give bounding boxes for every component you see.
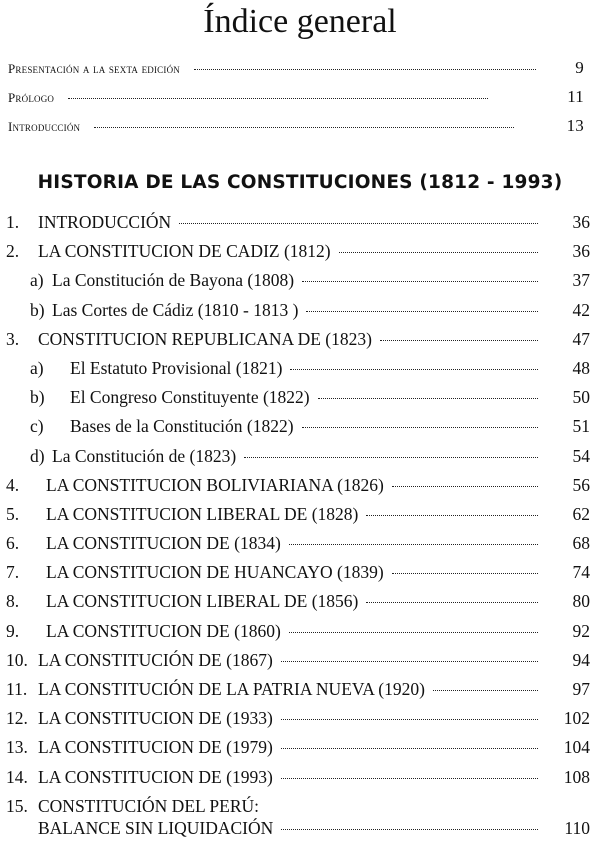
page-number: 50 bbox=[572, 387, 590, 408]
entry-title: LA CONSTITUCION DE (1860) bbox=[46, 620, 281, 641]
page-number: 97 bbox=[572, 679, 590, 699]
front-matter-list bbox=[8, 58, 584, 145]
toc-subentry[interactable] bbox=[6, 270, 590, 299]
dot-leader bbox=[433, 690, 538, 691]
dot-leader bbox=[302, 281, 538, 282]
entry-title-line2: BALANCE SIN LIQUIDACIÓN bbox=[38, 817, 274, 838]
dot-leader bbox=[281, 829, 538, 830]
page-number: 36 bbox=[572, 212, 590, 232]
subentry-letter: c) bbox=[30, 416, 44, 437]
toc-entry[interactable] bbox=[6, 562, 590, 591]
page-number: 37 bbox=[572, 270, 590, 291]
page-number: 110 bbox=[564, 817, 590, 838]
page-number: 104 bbox=[563, 737, 590, 758]
entry-title: LA CONSTITUCION LIBERAL DE (1856) bbox=[46, 591, 359, 612]
toc-entry[interactable] bbox=[6, 650, 590, 679]
page-number: 42 bbox=[572, 299, 590, 320]
section-heading: HISTORIA DE LAS CONSTITUCIONES (1812 - 1993) bbox=[37, 172, 563, 193]
dot-leader bbox=[290, 369, 538, 370]
entry-title: LA CONSTITUCIÓN DE (1867) bbox=[38, 649, 273, 670]
entry-number: 15. bbox=[6, 795, 28, 816]
dot-leader bbox=[289, 632, 538, 633]
front-matter-item[interactable] bbox=[8, 87, 584, 116]
page-number: 74 bbox=[572, 562, 590, 583]
dot-leader bbox=[392, 573, 538, 574]
toc-entry[interactable] bbox=[6, 504, 590, 533]
dot-leader bbox=[392, 486, 538, 487]
dot-leader bbox=[366, 515, 538, 516]
subentry-letter: b) bbox=[30, 299, 45, 320]
toc-entry[interactable] bbox=[6, 591, 590, 620]
entry-title: LA CONSTITUCION DE (1933) bbox=[38, 708, 273, 729]
dot-leader bbox=[289, 544, 538, 545]
page-number: 36 bbox=[572, 241, 590, 262]
entry-title: INTRODUCCIÓN bbox=[38, 212, 172, 232]
toc-entry[interactable] bbox=[6, 475, 590, 504]
toc-entry[interactable] bbox=[6, 241, 590, 270]
entry-number: 8. bbox=[6, 591, 20, 612]
dot-leader bbox=[281, 748, 538, 749]
page-number: 102 bbox=[563, 708, 590, 729]
toc-entry[interactable] bbox=[6, 767, 590, 796]
entry-number: 2. bbox=[6, 241, 20, 262]
dot-leader bbox=[244, 457, 538, 458]
front-matter-label: Presentación a la sexta edición bbox=[8, 61, 180, 76]
page-number: 108 bbox=[563, 766, 590, 787]
page-title: Índice general bbox=[203, 3, 397, 40]
toc-subentry[interactable] bbox=[6, 446, 590, 475]
entry-number: 1. bbox=[6, 212, 20, 232]
toc-subentry[interactable] bbox=[6, 358, 590, 387]
toc-list bbox=[6, 212, 590, 844]
entry-number: 3. bbox=[6, 328, 20, 349]
toc-entry[interactable] bbox=[6, 212, 590, 241]
page-number: 51 bbox=[572, 416, 590, 437]
dot-leader bbox=[318, 398, 538, 399]
page-number: 11 bbox=[567, 87, 584, 106]
toc-entry[interactable] bbox=[6, 533, 590, 562]
entry-title: LA CONSTITUCION LIBERAL DE (1828) bbox=[46, 503, 359, 524]
entry-title: LA CONSTITUCIÓN DE LA PATRIA NUEVA (1920) bbox=[38, 679, 425, 699]
toc-subentry[interactable] bbox=[6, 300, 590, 329]
entry-number: 5. bbox=[6, 503, 20, 524]
entry-number: 11. bbox=[6, 679, 28, 699]
page-number: 92 bbox=[572, 620, 590, 641]
entry-number: 13. bbox=[6, 737, 28, 758]
page-number: 62 bbox=[572, 503, 590, 524]
page-number: 80 bbox=[572, 591, 590, 612]
entry-title: LA CONSTITUCION DE (1834) bbox=[46, 533, 281, 554]
entry-title: LA CONSTITUCION DE (1979) bbox=[38, 737, 273, 758]
dot-leader bbox=[302, 427, 538, 428]
page-number: 68 bbox=[572, 533, 590, 554]
entry-number: 12. bbox=[6, 708, 28, 729]
toc-entry[interactable] bbox=[6, 329, 590, 358]
page-number: 13 bbox=[566, 116, 584, 135]
toc-subentry[interactable] bbox=[6, 416, 590, 445]
dot-leader bbox=[339, 252, 538, 253]
entry-title: La Constitución de Bayona (1808) bbox=[52, 270, 295, 291]
entry-number: 7. bbox=[6, 562, 20, 583]
subentry-letter: a) bbox=[30, 270, 44, 291]
front-matter-item[interactable] bbox=[8, 58, 584, 87]
page-number: 48 bbox=[572, 357, 590, 378]
dot-leader bbox=[94, 127, 514, 128]
entry-title: El Estatuto Provisional (1821) bbox=[70, 357, 283, 378]
toc-entry[interactable] bbox=[6, 708, 590, 737]
subentry-letter: a) bbox=[30, 357, 44, 378]
page-number: 94 bbox=[572, 649, 590, 670]
subentry-letter: d) bbox=[30, 445, 45, 466]
entry-title-line1: CONSTITUCIÓN DEL PERÚ: bbox=[38, 795, 260, 816]
front-matter-item[interactable] bbox=[8, 116, 584, 145]
dot-leader bbox=[281, 778, 538, 779]
toc-entry[interactable] bbox=[6, 796, 590, 844]
dot-leader bbox=[281, 661, 538, 662]
entry-title-block bbox=[38, 796, 590, 844]
dot-leader bbox=[380, 340, 538, 341]
front-matter-label: Prólogo bbox=[8, 90, 55, 105]
entry-number: 10. bbox=[6, 649, 28, 670]
entry-title-line2-row bbox=[38, 818, 590, 844]
toc-entry[interactable] bbox=[6, 737, 590, 766]
dot-leader bbox=[306, 311, 538, 312]
entry-title: Bases de la Constitución (1822) bbox=[70, 416, 294, 437]
entry-number: 6. bbox=[6, 533, 20, 554]
entry-title: LA CONSTITUCION DE (1993) bbox=[38, 766, 273, 787]
dot-leader bbox=[179, 223, 538, 224]
toc-entry[interactable] bbox=[6, 679, 590, 708]
entry-title: La Constitución de (1823) bbox=[52, 445, 237, 466]
entry-title: CONSTITUCION REPUBLICANA DE (1823) bbox=[38, 328, 372, 349]
page-number: 47 bbox=[572, 328, 590, 349]
page-number: 56 bbox=[572, 474, 590, 495]
front-matter-label: Introducción bbox=[8, 119, 81, 134]
entry-number: 4. bbox=[6, 474, 20, 495]
entry-title: LA CONSTITUCION BOLIVIARIANA (1826) bbox=[46, 474, 384, 495]
dot-leader bbox=[194, 69, 536, 70]
entry-number: 14. bbox=[6, 766, 28, 787]
dot-leader bbox=[366, 602, 538, 603]
dot-leader bbox=[281, 719, 538, 720]
page-number: 9 bbox=[575, 58, 584, 77]
subentry-letter: b) bbox=[30, 387, 45, 408]
toc-subentry[interactable] bbox=[6, 387, 590, 416]
entry-number: 9. bbox=[6, 620, 20, 641]
page-number: 54 bbox=[572, 445, 590, 466]
toc-entry[interactable] bbox=[6, 621, 590, 650]
entry-title: El Congreso Constituyente (1822) bbox=[70, 387, 310, 408]
entry-title: LA CONSTITUCION DE HUANCAYO (1839) bbox=[46, 562, 384, 583]
dot-leader bbox=[68, 98, 488, 99]
entry-title: Las Cortes de Cádiz (1810 - 1813 ) bbox=[52, 299, 299, 320]
entry-title: LA CONSTITUCION DE CADIZ (1812) bbox=[38, 241, 331, 262]
